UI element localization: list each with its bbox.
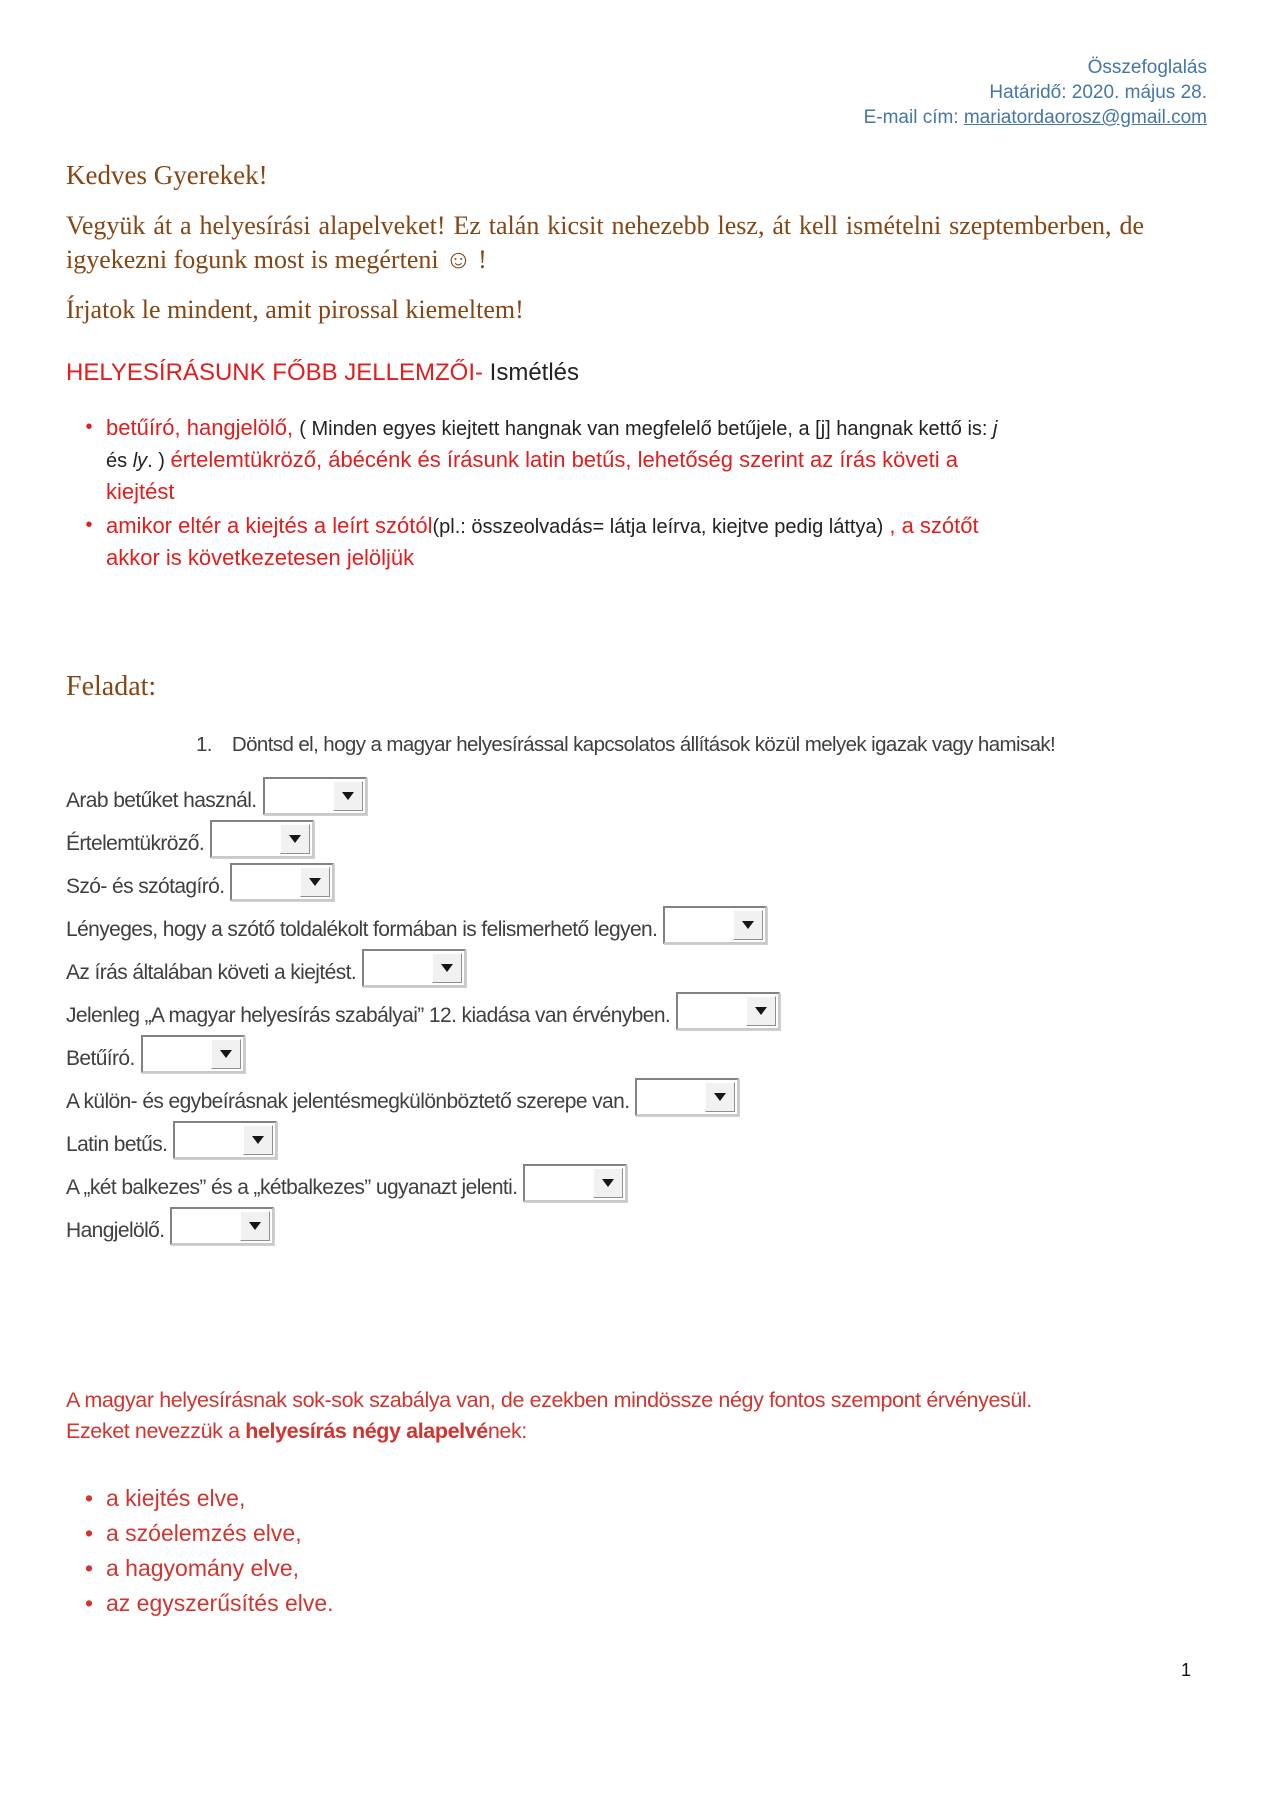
statement-row [66, 949, 1207, 987]
true-false-dropdown[interactable] [210, 820, 314, 858]
true-false-dropdown[interactable] [635, 1078, 739, 1116]
dropdown-value [214, 824, 280, 854]
principles-intro-bold: helyesírás négy alapelvé [245, 1419, 488, 1443]
dropdown-value [145, 1039, 211, 1069]
statement-row [66, 777, 1207, 815]
true-false-dropdown[interactable] [523, 1164, 627, 1202]
dropdown-arrow-button[interactable] [243, 1125, 273, 1155]
true-false-dropdown[interactable] [663, 906, 767, 944]
list-item [72, 1481, 1207, 1516]
chevron-down-icon [249, 1222, 261, 1230]
principle-label: a kiejtés elve, [106, 1485, 246, 1511]
chevron-down-icon [602, 1179, 614, 1187]
statement-label: A külön- és egybeírásnak jelentésmegkülönböztető szerepe van. [66, 1090, 630, 1113]
header-email-line [66, 105, 1207, 130]
dropdown-arrow-button[interactable] [432, 953, 462, 983]
dropdown-value [667, 910, 733, 940]
chevron-down-icon [755, 1007, 767, 1015]
statement-label: Lényeges, hogy a szótő toldalékolt formában is felismerhető legyen. [66, 918, 658, 941]
list-item [72, 1586, 1207, 1621]
bullet1-red1: betűíró, hangjelölő, [106, 415, 300, 440]
bullet-icon: • [85, 514, 93, 536]
features-bullet-list [72, 413, 1207, 575]
statement-row [66, 1207, 1207, 1245]
true-false-dropdown[interactable] [141, 1035, 245, 1073]
principles-intro [66, 1385, 1074, 1447]
bullet1-italic1: j [993, 418, 998, 440]
bullet1-black3: . ) [147, 450, 171, 472]
bullet-text [106, 413, 1011, 509]
statement-row [66, 1035, 1207, 1073]
true-false-dropdown[interactable] [263, 777, 367, 815]
true-false-dropdown[interactable] [170, 1207, 274, 1245]
greeting-heading: Kedves Gyerekek! [66, 160, 268, 190]
dropdown-arrow-button[interactable] [240, 1211, 270, 1241]
bullet-icon: • [84, 1590, 94, 1616]
chevron-down-icon [220, 1050, 232, 1058]
chevron-down-icon [742, 921, 754, 929]
dropdown-arrow-button[interactable] [280, 824, 310, 854]
principle-label: az egyszerűsítés elve. [106, 1590, 334, 1616]
bullet1-black2: és [106, 450, 133, 472]
email-link[interactable]: mariatordaorosz@gmail.com [963, 107, 1207, 128]
list-item [72, 511, 1207, 575]
bullet2-red2: , a szótőt akkor is következetesen jelöljük [106, 513, 979, 570]
statement-row [66, 820, 1207, 858]
statement-row [66, 863, 1207, 901]
bullet-icon: • [84, 1520, 94, 1546]
section-title [66, 359, 1207, 387]
statement-row [66, 906, 1207, 944]
statement-label: Arab betűket használ. [66, 789, 257, 812]
section-title-red: HELYESÍRÁSUNK FŐBB JELLEMZŐI- [66, 359, 483, 386]
statement-label: Szó- és szótagíró. [66, 875, 225, 898]
statement-row [66, 992, 1207, 1030]
email-label: E-mail cím: [863, 107, 964, 128]
dropdown-value [527, 1168, 593, 1198]
statement-row [66, 1121, 1207, 1159]
bullet-icon: • [84, 1555, 94, 1581]
true-false-dropdown[interactable] [173, 1121, 277, 1159]
statements-list [66, 777, 1207, 1245]
task-heading: Feladat: [66, 671, 157, 702]
dropdown-arrow-button[interactable] [211, 1039, 241, 1069]
bullet2-red1: amikor eltér a kiejtés a leírt szótól [106, 513, 433, 538]
dropdown-arrow-button[interactable] [733, 910, 763, 940]
task-item-number: 1. [196, 733, 212, 756]
chevron-down-icon [714, 1093, 726, 1101]
dropdown-value [177, 1125, 243, 1155]
statement-row [66, 1164, 1207, 1202]
statement-label: Latin betűs. [66, 1133, 168, 1156]
principles-intro-normal2: nek: [487, 1419, 527, 1443]
statement-label: Az írás általában követi a kiejtést. [66, 961, 357, 984]
statement-label: Értelemtükröző. [66, 832, 205, 855]
bullet-icon: • [84, 1485, 94, 1511]
dropdown-arrow-button[interactable] [593, 1168, 623, 1198]
bullet1-black1: ( Minden egyes kiejtett hangnak van megfelelő betűjele, a [j] hangnak kettő is: [299, 418, 994, 440]
statement-row [66, 1078, 1207, 1116]
list-item [72, 1551, 1207, 1586]
dropdown-value [234, 867, 300, 897]
bullet-text [106, 511, 1011, 575]
dropdown-value [366, 953, 432, 983]
list-item [72, 413, 1207, 509]
chevron-down-icon [309, 878, 321, 886]
bullet1-red2: értelemtükröző, ábécénk és írásunk latin betűs, lehetőség szerint az írás követi a kiejtést [106, 447, 959, 504]
intro-paragraph: Vegyük át a helyesírási alapelveket! Ez talán kicsit nehezebb lesz, át kell ismételni szeptemberben, de igyekezni fogunk most is megérteni ☺ ! [66, 211, 1144, 274]
dropdown-arrow-button[interactable] [300, 867, 330, 897]
true-false-dropdown[interactable] [676, 992, 780, 1030]
header-deadline: Határidő: 2020. május 28. [989, 82, 1207, 103]
chevron-down-icon [441, 964, 453, 972]
statement-label: Betűíró. [66, 1047, 135, 1070]
principle-label: a hagyomány elve, [106, 1555, 300, 1581]
principle-label: a szóelemzés elve, [106, 1520, 302, 1546]
instruction-note: Írjatok le mindent, amit pirossal kiemeltem! [66, 295, 524, 324]
document-header [66, 55, 1207, 130]
header-title: Összefoglalás [1087, 57, 1207, 78]
true-false-dropdown[interactable] [362, 949, 466, 987]
statement-label: Jelenleg „A magyar helyesírás szabályai” 12. kiadása van érvényben. [66, 1004, 671, 1027]
true-false-dropdown[interactable] [230, 863, 334, 901]
dropdown-arrow-button[interactable] [333, 781, 363, 811]
chevron-down-icon [252, 1136, 264, 1144]
principles-intro-normal1: A magyar helyesírásnak sok-sok szabálya van, de ezekben mindössze négy fontos szempont érvényesül. Ezeket nevezzük a [66, 1388, 1032, 1443]
statement-label: Hangjelölő. [66, 1219, 165, 1242]
chevron-down-icon [342, 792, 354, 800]
bullet-icon: • [85, 416, 93, 438]
bullet2-black1: (pl.: összeolvadás= látja leírva, kiejtve pedig láttya) [432, 516, 884, 538]
dropdown-arrow-button[interactable] [705, 1082, 735, 1112]
chevron-down-icon [289, 835, 301, 843]
task-instruction [196, 733, 1207, 757]
principles-list [72, 1481, 1207, 1621]
dropdown-value [680, 996, 746, 1026]
task-instruction-text: Döntsd el, hogy a magyar helyesírással kapcsolatos állítások közül melyek igazak vagy hamisak! [231, 733, 1056, 756]
list-item [72, 1516, 1207, 1551]
page-number: 1 [1180, 1660, 1191, 1680]
dropdown-value [639, 1082, 705, 1112]
dropdown-value [174, 1211, 240, 1241]
dropdown-value [267, 781, 333, 811]
statement-label: A „két balkezes” és a „kétbalkezes” ugyanazt jelenti. [66, 1176, 518, 1199]
dropdown-arrow-button[interactable] [746, 996, 776, 1026]
section-title-black: Ismétlés [483, 359, 580, 386]
bullet1-italic2: ly [132, 450, 148, 472]
